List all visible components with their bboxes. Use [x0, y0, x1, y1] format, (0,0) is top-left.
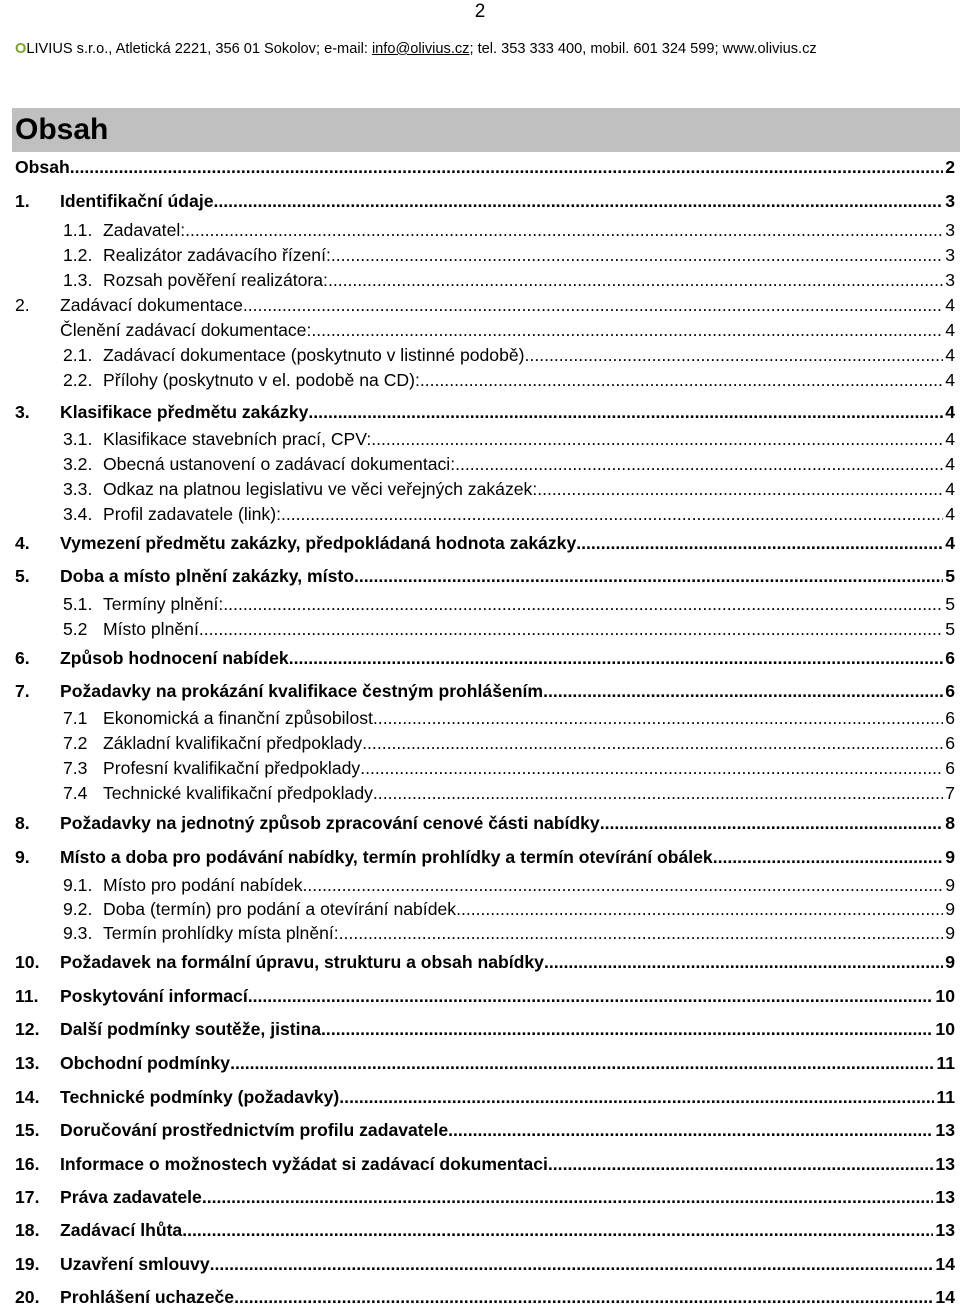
toc-entry-page: 6: [945, 648, 955, 668]
toc-entry[interactable]: [15, 564, 955, 588]
toc-entry-title: Základní kvalifikační předpoklady: [103, 733, 363, 753]
toc-entry-page: 13: [935, 1187, 955, 1207]
contact-details: ; tel. 353 333 400, mobil. 601 324 599; www.olivius.cz: [469, 41, 817, 57]
toc-entry-number: 1.1.: [63, 220, 93, 240]
toc-entry[interactable]: [15, 811, 955, 835]
toc-entry[interactable]: [15, 646, 955, 670]
toc-entry-title: Doba (termín) pro podání a otevírání nabídek: [103, 899, 457, 919]
toc-entry[interactable]: [15, 268, 955, 292]
toc-entry-number: 3.: [15, 402, 30, 422]
toc-entry-title: Klasifikace stavebních prací, CPV:: [103, 429, 372, 449]
toc-entry-title: Identifikační údaje: [60, 191, 214, 211]
toc-leader-dots: [543, 679, 943, 703]
toc-entry[interactable]: [15, 155, 955, 179]
toc-entry-title: Informace o možnostech vyžádat si zadávací dokumentaci: [60, 1154, 548, 1174]
toc-entry[interactable]: [15, 368, 955, 392]
toc-entry-page: 3: [945, 220, 955, 240]
toc-leader-dots: [525, 343, 944, 367]
toc-entry-number: 17.: [15, 1187, 40, 1207]
toc-entry-page: 6: [945, 708, 955, 728]
toc-leader-dots: [548, 1152, 934, 1176]
company-address: LIVIUS s.r.o., Atletická 2221, 356 01 Sokolov; e-mail:: [26, 41, 372, 57]
toc-entry-page: 3: [945, 245, 955, 265]
toc-entry-title: Uzavření smlouvy: [60, 1254, 210, 1274]
toc-entry-page: 6: [945, 758, 955, 778]
toc-entry-page: 11: [936, 1087, 955, 1107]
toc-entry[interactable]: [15, 1118, 955, 1142]
toc-entry-number: 20.: [15, 1287, 40, 1307]
toc-leader-dots: [373, 781, 943, 805]
toc-entry-page: 4: [945, 504, 955, 524]
toc-entry-number: 3.1.: [63, 429, 93, 449]
toc-entry-number: 1.: [15, 191, 30, 211]
toc-entry-page: 4: [945, 533, 955, 553]
toc-leader-dots: [328, 268, 943, 292]
toc-entry[interactable]: [15, 1017, 955, 1041]
toc-entry-title: Odkaz na platnou legislativu ve věci veřejných zakázek:: [103, 479, 538, 499]
toc-entry-number: 3.4.: [63, 504, 93, 524]
toc-entry-page: 2: [945, 157, 955, 177]
toc-entry-number: 9.2.: [63, 899, 93, 919]
toc-leader-dots: [182, 1218, 933, 1242]
toc-entry[interactable]: [15, 1152, 955, 1176]
toc-leader-dots: [234, 1285, 933, 1309]
toc-entry-page: 9: [945, 847, 955, 867]
toc-entry[interactable]: [15, 243, 955, 267]
toc-entry-title: Klasifikace předmětu zakázky: [60, 402, 309, 422]
toc-entry-page: 3: [945, 191, 955, 211]
toc-entry-page: 5: [945, 619, 955, 639]
toc-leader-dots: [281, 502, 943, 526]
toc-entry-page: 10: [935, 1019, 955, 1039]
toc-entry-number: 7.: [15, 681, 30, 701]
toc-entry[interactable]: [15, 1185, 955, 1209]
toc-leader-dots: [321, 1017, 933, 1041]
toc-entry-title: Profil zadavatele (link):: [103, 504, 281, 524]
toc-entry[interactable]: [15, 679, 955, 703]
email-link[interactable]: info@olivius.cz: [371, 41, 470, 57]
toc-leader-dots: [248, 984, 934, 1008]
toc-entry[interactable]: [15, 617, 955, 641]
toc-entry-number: 4.: [15, 533, 30, 553]
toc-entry-number: 5.: [15, 566, 30, 586]
toc-leader-dots: [713, 845, 943, 869]
toc-entry-title: Místo pro podání nabídek: [103, 875, 303, 895]
toc-entry-number: 9.3.: [63, 923, 93, 943]
toc-entry-number: 16.: [15, 1154, 40, 1174]
title-bar: [12, 108, 960, 152]
toc-entry[interactable]: [15, 477, 955, 501]
toc-leader-dots: [360, 756, 943, 780]
toc-entry[interactable]: [15, 218, 955, 242]
toc-entry-number: 18.: [15, 1220, 40, 1240]
toc-entry-number: 5.1.: [63, 594, 93, 614]
toc-entry-page: 4: [945, 320, 955, 340]
toc-entry-number: 3.3.: [63, 479, 93, 499]
toc-entry-number: 19.: [15, 1254, 40, 1274]
toc-entry-title: Způsob hodnocení nabídek: [60, 648, 289, 668]
toc-leader-dots: [210, 1252, 934, 1276]
toc-entry-title: Členění zadávací dokumentace:: [60, 320, 312, 340]
toc-entry-page: 6: [945, 733, 955, 753]
toc-leader-dots: [537, 477, 943, 501]
letterhead: [15, 41, 817, 57]
toc-leader-dots: [339, 921, 944, 945]
toc-entry-number: 15.: [15, 1120, 40, 1140]
toc-entry-title: Termíny plnění:: [103, 594, 224, 614]
toc-entry-title: Realizátor zadávacího řízení:: [103, 245, 331, 265]
toc-leader-dots: [303, 873, 944, 897]
toc-entry-number: 10.: [15, 952, 40, 972]
toc-entry-page: 9: [945, 923, 955, 943]
toc-leader-dots: [371, 427, 943, 451]
toc-entry-number: 3.2.: [63, 454, 93, 474]
toc-leader-dots: [420, 368, 943, 392]
toc-entry-title: Obchodní podmínky: [60, 1053, 231, 1073]
toc-entry[interactable]: [15, 1218, 955, 1242]
toc-entry[interactable]: [15, 897, 955, 921]
toc-entry[interactable]: [15, 1285, 955, 1309]
toc-entry-page: 3: [945, 270, 955, 290]
toc-leader-dots: [362, 731, 943, 755]
toc-entry-title: Obsah: [15, 157, 70, 177]
toc-entry-page: 4: [945, 429, 955, 449]
toc-entry-number: 1.2.: [63, 245, 93, 265]
toc-entry[interactable]: [15, 343, 955, 367]
toc-entry-number: 6.: [15, 648, 30, 668]
toc-entry-title: Zadávací lhůta: [60, 1220, 183, 1240]
toc-entry-number: 1.3.: [63, 270, 93, 290]
toc-entry-page: 11: [936, 1053, 955, 1073]
toc-leader-dots: [339, 1085, 934, 1109]
toc-entry[interactable]: [15, 293, 955, 317]
toc-leader-dots: [544, 950, 943, 974]
toc-entry[interactable]: [15, 1085, 955, 1109]
toc-entry-number: 9.: [15, 847, 30, 867]
toc-entry-title: Práva zadavatele: [60, 1187, 202, 1207]
toc-entry-number: 11.: [15, 986, 39, 1006]
toc-entry-title: Doručování prostřednictvím profilu zadavatele: [60, 1120, 449, 1140]
toc-leader-dots: [289, 646, 943, 670]
toc-entry-number: 2.1.: [63, 345, 93, 365]
toc-entry-number: 7.4: [63, 783, 88, 803]
toc-entry-title: Přílohy (poskytnuto v el. podobě na CD):: [103, 370, 420, 390]
toc-leader-dots: [456, 897, 943, 921]
toc-entry-title: Požadavek na formální úpravu, strukturu a obsah nabídky: [60, 952, 544, 972]
toc-entry-number: 2.: [15, 295, 30, 315]
brand-initial: O: [15, 41, 27, 57]
toc-entry-title: Profesní kvalifikační předpoklady: [103, 758, 361, 778]
toc-entry-page: 5: [945, 566, 955, 586]
toc-entry-title: Ekonomická a finanční způsobilost: [103, 708, 373, 728]
toc-entry-title: Další podmínky soutěže, jistina: [60, 1019, 322, 1039]
page-title: Obsah: [15, 113, 109, 146]
toc-entry-number: 7.1: [63, 708, 88, 728]
toc-entry-page: 6: [945, 681, 955, 701]
toc-leader-dots: [373, 706, 943, 730]
toc-entry[interactable]: [15, 427, 955, 451]
toc-entry-page: 14: [935, 1254, 955, 1274]
toc-leader-dots: [70, 155, 943, 179]
toc-leader-dots: [331, 243, 943, 267]
toc-leader-dots: [214, 189, 944, 213]
toc-entry-title: Prohlášení uchazeče: [60, 1287, 235, 1307]
toc-entry[interactable]: [15, 845, 955, 869]
toc-entry-title: Místo a doba pro podávání nabídky, termín prohlídky a termín otevírání obálek: [60, 847, 713, 867]
toc-entry-title: Zadávací dokumentace: [60, 295, 243, 315]
toc-entry-title: Požadavky na prokázání kvalifikace čestným prohlášením: [60, 681, 544, 701]
toc-entry-title: Doba a místo plnění zakázky, místo: [60, 566, 354, 586]
toc-entry-number: 12.: [15, 1019, 40, 1039]
toc-entry-page: 13: [935, 1120, 955, 1140]
toc-entry-number: 13.: [15, 1053, 40, 1073]
toc-entry[interactable]: [15, 189, 955, 213]
toc-entry-title: Rozsah pověření realizátora:: [103, 270, 328, 290]
toc-leader-dots: [243, 293, 943, 317]
toc-leader-dots: [202, 1185, 934, 1209]
toc-entry-page: 7: [945, 783, 955, 803]
toc-leader-dots: [311, 318, 943, 342]
toc-entry-page: 9: [945, 899, 955, 919]
toc-entry-title: Technické kvalifikační předpoklady: [103, 783, 373, 803]
toc-entry[interactable]: [15, 1252, 955, 1276]
toc-entry[interactable]: [15, 592, 955, 616]
toc-entry-title: Technické podmínky (požadavky): [60, 1087, 340, 1107]
toc-leader-dots: [185, 218, 943, 242]
toc-entry[interactable]: [15, 502, 955, 526]
toc-entry[interactable]: [15, 781, 955, 805]
toc-entry[interactable]: [15, 706, 955, 730]
toc-entry-page: 4: [945, 402, 955, 422]
toc-entry[interactable]: [15, 731, 955, 755]
toc-entry-page: 8: [945, 813, 955, 833]
toc-leader-dots: [308, 400, 943, 424]
toc-entry[interactable]: [15, 756, 955, 780]
toc-leader-dots: [576, 531, 943, 555]
toc-entry-number: 14.: [15, 1087, 40, 1107]
toc-entry-number: 8.: [15, 813, 30, 833]
toc-entry[interactable]: [15, 531, 955, 555]
toc-entry[interactable]: [15, 400, 955, 424]
toc-leader-dots: [230, 1051, 934, 1075]
toc-entry[interactable]: [15, 984, 955, 1008]
toc-leader-dots: [223, 592, 943, 616]
toc-entry-page: 13: [935, 1154, 955, 1174]
toc-entry-title: Poskytování informací: [60, 986, 248, 1006]
toc-entry-title: Místo plnění: [103, 619, 199, 639]
toc-leader-dots: [448, 1118, 933, 1142]
toc-entry-page: 4: [945, 370, 955, 390]
toc-entry-title: Obecná ustanovení o zadávací dokumentaci:: [103, 454, 456, 474]
toc-entry[interactable]: [15, 1051, 955, 1075]
toc-leader-dots: [455, 452, 943, 476]
toc-entry-page: 4: [945, 295, 955, 315]
toc-entry-title: Zadávací dokumentace (poskytnuto v listinné podobě): [103, 345, 525, 365]
toc-entry-page: 4: [945, 345, 955, 365]
toc-entry-page: 9: [945, 952, 955, 972]
toc-entry-number: 5.2: [63, 619, 88, 639]
toc-entry-page: 13: [935, 1220, 955, 1240]
toc-entry[interactable]: [15, 452, 955, 476]
toc-entry[interactable]: [15, 873, 955, 897]
toc-entry-number: 9.1.: [63, 875, 93, 895]
toc-entry-number: 7.3: [63, 758, 88, 778]
toc-entry-title: Požadavky na jednotný způsob zpracování cenové části nabídky: [60, 813, 600, 833]
toc-leader-dots: [199, 617, 943, 641]
toc-entry-page: 14: [935, 1287, 955, 1307]
toc-entry-number: 2.2.: [63, 370, 93, 390]
toc-entry-page: 5: [945, 594, 955, 614]
toc-entry-number: 7.2: [63, 733, 88, 753]
toc-entry-page: 10: [935, 986, 955, 1006]
toc-entry-page: 4: [945, 479, 955, 499]
toc-leader-dots: [600, 811, 944, 835]
page-number: 2: [474, 1, 486, 22]
toc-entry-title: Vymezení předmětu zakázky, předpokládaná hodnota zakázky: [60, 533, 577, 553]
toc-entry[interactable]: [15, 950, 955, 974]
toc-entry-page: 4: [945, 454, 955, 474]
toc-entry-page: 9: [945, 875, 955, 895]
toc-entry-title: Zadavatel:: [103, 220, 186, 240]
toc-entry[interactable]: [15, 921, 955, 945]
toc-entry-title: Termín prohlídky místa plnění:: [103, 923, 339, 943]
toc-entry[interactable]: [15, 318, 955, 342]
toc-leader-dots: [354, 564, 943, 588]
